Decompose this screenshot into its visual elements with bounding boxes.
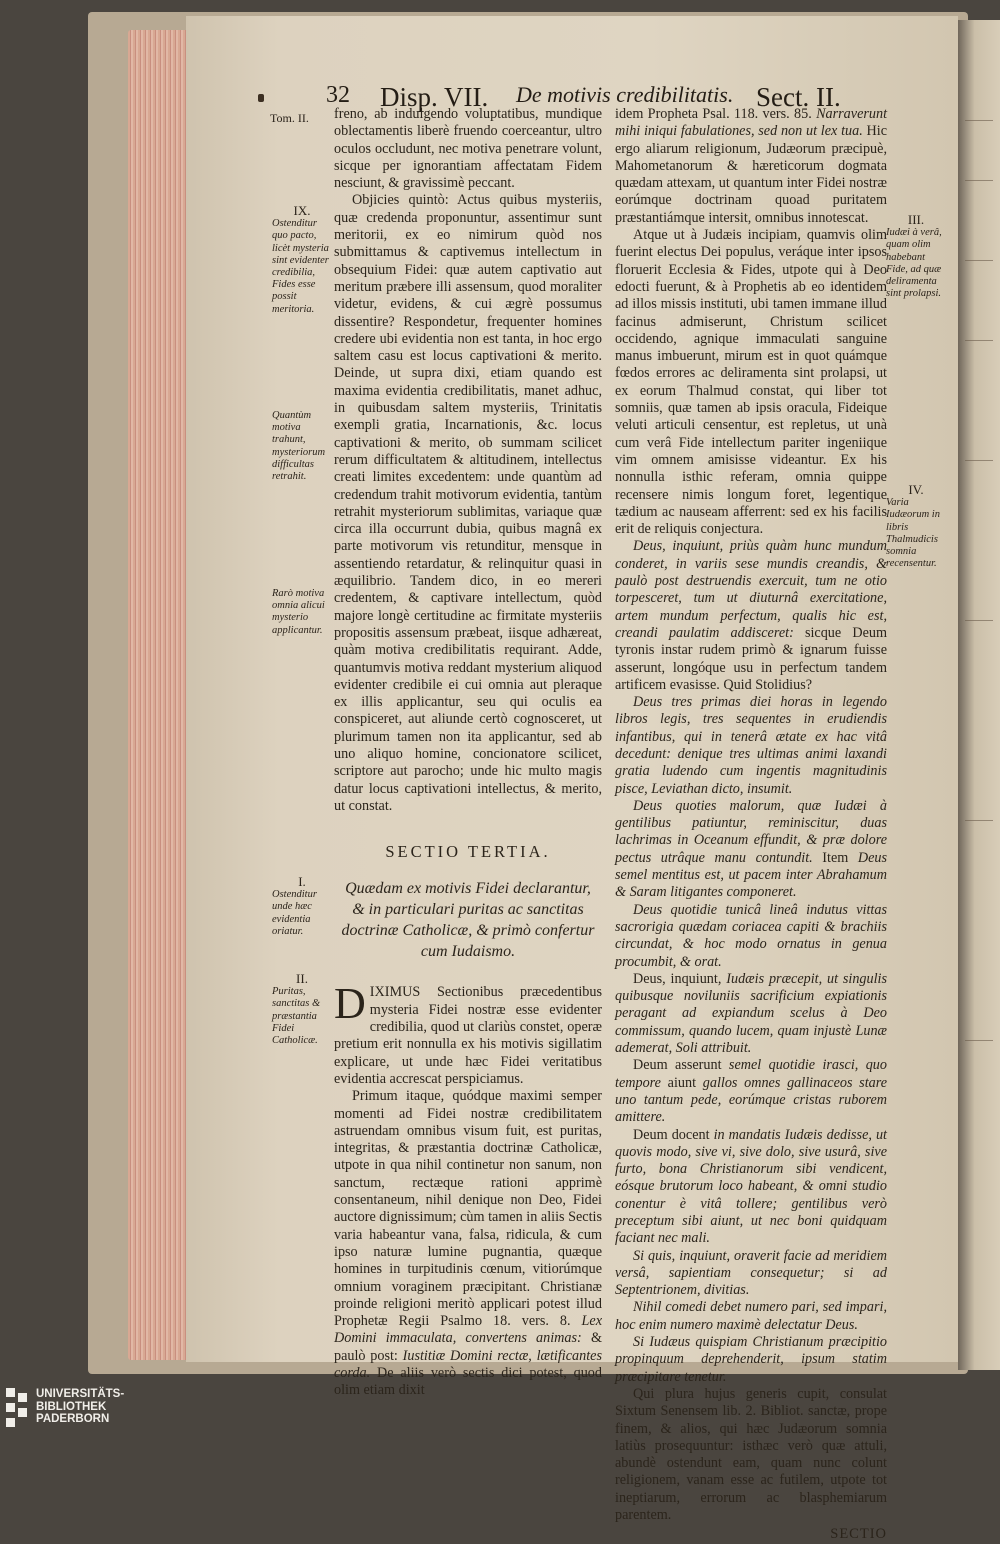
paragraph: Objicies quintò: Actus quibus mysteriis, quæ credenda proponuntur, assentimur sunt meritorii, ex eo nimirum quòd nos submittamus & captivemus intellectum in obsequium Fidei: quæ autem captivatio aut meritum præbere illi assensum, quod moraliter videtur, evidens, & cui ægrè possumus dissentire? Respondetur, frequenter homines credere ubi evidentia non est tanta, in hoc ergo saltem casu est locus captivationi & merito. Deinde, ut supra dixi, etiam quando est maxima evidentia credibilitatis, manet adhuc, in quibusdam saltem mysteriis, Trinitatis exempli gratia, Incarnationis, &c. locus captivationi & merito, ob summam scilicet rerum difficultatem & altitudinem, intellectus creati limites excedentem: unde quantùm ad credendum trahit motivorum evidentia, tantùm retrahit mysteriorum sublimitas, variaque quæ circa illa occurrunt dubia, quibus magnâ ex parte motivorum vis retunditur, mensque in assentiendo retardatur, & relinquitur quasi in æquilibrio. Tandem dico, in eo mereri credentem, & captivare intellectum, quòd majore longè certitudine ac firmitate mysteriis propositis assensum præbeat, iisque adhæreat, quàm motiva credibilitatis requirant. Adde, quantumvis motiva reddant mysterium aliquod evidenter credibile ei cui omnia aut pleraque ex illis applicantur, seu qui oculis ea conspiceret, aut aliunde certò cognosceret, ut plurimum tamen non ita applicantur, sed ab uno aliquo homine, concionatore scilicet, scriptore aut parocho; unde hic multo magis datur locus captivationi intellectus, & merito, ut constat. [334,192,602,814]
library-name: UNIVERSITÄTS- BIBLIOTHEK PADERBORN [36,1388,125,1425]
paragraph: Si quis, inquiunt, oraverit facie ad meridiem versâ, sapientiam consequetur; si ad Septentrionem, divitias. [615,1247,887,1299]
facing-page [958,20,1000,1370]
paragraph: Nihil comedi debet numero pari, sed impari, hoc enim numero maximè delectatur Deus. [615,1299,887,1333]
paragraph: Deum docent in mandatis Iudæis dedisse, ut quovis modo, sive vi, sive dolo, sive usurâ, sive furto, bona Christianorum sibi vendicent, eósque brutorum loco habeant, & omni studio conentur è vitâ tollere; gentilibus verò preceptum sibi aiunt, ut nec boni quidquam faciant nec mali. [615,1126,887,1247]
tome-label: Tom. II. [270,111,309,125]
margin-note-raro: Rarò motiva omnia alicui mysterio applicantur. [272,588,325,636]
paragraph: freno, ab indulgendo voluptatibus, mundique oblectamentis liberè fruendo coerceantur, ultro oculos occludunt, nec motiva penetrare volunt, sicque per ignorantiam affectatam Fidem nesciunt, & gravissimè peccant. [334,106,602,192]
drop-cap: D [334,979,366,1029]
margin-note-quantum: Quantùm motiva trahunt, mysteriorum difficultas retrahit. [272,410,326,483]
paragraph: Si Iudæus quispiam Christianum præcipitio propinquum deprehenderit, ipsum statim præcipitare tenetur. [615,1334,887,1385]
facing-text-line [965,1040,993,1041]
running-head-section: Sect. II. [756,82,841,112]
section-heading: SECTIO TERTIA. [385,842,551,862]
facing-text-line [965,820,993,821]
paragraph: Deus tres primas diei horas in legendo libros legis, tres sequentes in erudiendis infantibus, qui in tenerâ ætate ex hac vitâ decedunt: denique tres ultimas animi laxandi gratia ludendo cum ingentis magnitudinis pisce, Leviathan dicto, insumit. [615,694,887,797]
margin-note-ii: II. Puritas, sanctitas & præstantia Fidei Catholicæ. [272,971,321,1047]
library-logo-icon [6,1388,28,1428]
running-head-disputatio: Disp. VII. [380,82,489,112]
page-edges [128,30,188,1360]
running-head-title: De motivis credibilitatis. [516,82,734,107]
paragraph: Deus, inquiunt, priùs quàm hunc mundum conderet, in variis sese mundis creandis, & paulò post destruendis exercuit, tum ne otio torpesceret, tum ut diuturnâ exercitatione, artem mundum perfectum, qualis hic est, creandi paulatim addisceret: sicque Deum tyronis instar rudem primò & ignarum fuisse asserunt, longóque usu in perfectum tandem artificem evasisse. Quid Stolidius? [615,538,888,693]
margin-note-ix: IX. Ostenditur quo pacto, licèt mysteria sint evidenter credibilia, Fides esse possit meritoria. [272,203,329,315]
ink-mark [258,94,264,102]
facing-text-line [965,340,993,341]
facing-text-line [965,260,993,261]
margin-note-i: I. Ostenditur unde hæc evidentia oriatur. [272,874,317,937]
facing-text-line [965,180,993,181]
page-number: 32 [326,82,350,108]
facing-text-line [965,120,993,121]
paragraph: Atque ut à Judæis incipiam, quamvis olim fuerint electus Dei populus, veráque inter ipsos floruerit Ecclesia & Fides, utpote qui à Deo edocti fuerunt, & à Prophetis ab eo identidem ad illos missis instituti, ubi tamen immane illud facinus admiserunt, Christum scilicet occidendo, agnique immaculati sanguine manus imbuerunt, mirum est in quot quámque fœdos errores ac deliramenta sint prolapsi, ut ex eorum Thalmud constat, qui liber tot somniis, quæ tamen ab ipsis oracula, Fideique veluti articuli censentur, est repletus, ut unà cum verâ Fide intellectum pariter ingeniique vim omnem amisisse videantur. Ex his nonnulla isthic referam, omnia quippe recensere nimis longum foret, legentique tædium ac nauseam afferrent: sed ex his facilis erit de reliquis conjectura. [615,227,887,538]
margin-note-iv: IV. Varia Iudæorum in libris Thalmudicis somnia recensentur. [886,482,940,570]
right-column [615,106,887,1544]
paragraph: DIXIMUS Sectionibus præcedentibus mysteria Fidei nostræ esse evidenter credibilia, quod ut clariùs constet, operæ pretium erit nonnulla ex his motivis sigillatim explicare, ut unde hæc Fidei veritatibus evidentia accrescat perspiciamus. [334,979,602,1087]
facing-text-line [965,620,993,621]
facing-text-line [965,460,993,461]
paragraph: idem Propheta Psal. 118. vers. 85. Narraverunt mihi iniqui fabulationes, sed non ut lex tua. Hic ergo aliarum religionum, Judæorum præcipuè, Mahometanorum & hæreticorum dogmata quædam attexam, ut quantum inter Fidei nostræ eorúmque doctrinam quoad puritatem præstantiámque intersit, omnibus innotescat. [615,106,888,226]
paragraph: Deus quoties malorum, quæ Iudæi à gentilibus patiuntur, reminiscitur, duas lachrimas in Oceanum effundit, & præ dolore pectus utrâque manu contundit. Item Deus semel mentitus est, ut pacem inter Abrahamum & Saram litigantes componeret. [615,797,888,901]
paragraph: Deus quotidie tunicâ lineâ indutus vittas sacrorigia quædam coriacea capiti & brachiis circundat, & hoc modo ornatus in genua procumbit, & orat. [615,901,887,970]
section-subtitle: Quædam ex motivis Fidei declarantur, & in particulari puritas ac sanctitas doctrinæ Catholicæ, & primò confertur cum Iudaismo. [341,880,595,961]
paragraph: Primum itaque, quódque maximi semper momenti ad Fidei nostræ credibilitatem astruendam omnibus visum fuit, est puritas, integritas, & præstantia doctrinæ Catholicæ, utpote in qua nihil continetur non sanum, non sanctum, rectæque rationi apprimè consentaneum, nihil denique non Deo, Fidei auctore dignissimum; cùm tamen in aliis Sectis varia habeantur vana, falsa, ridicula, & cum ipso naturæ lumine pugnantia, quæque homines in turpitudinis cœnum, vitiorúmque omnium voraginem præcipitant. Christianæ proinde religioni meritò applicari potest illud Prophetæ Regii Psalmo 18. vers. 8. Lex Domini immaculata, convertens animas: & paulò post: Iustitiæ Domini rectæ, lætificantes corda. De aliis verò sectis dici potest, quod olim etiam dixit [334,1088,602,1399]
left-column [334,106,602,1400]
catchword: SECTIO [830,1526,887,1543]
paragraph: Deum asserunt semel quotidie irasci, quo tempore aiunt gallos omnes gallinaceos stare uno tantum pede, eorúmque cristas ruborem amittere. [615,1057,888,1126]
paragraph: Deus, inquiunt, Iudæis præcepit, ut singulis quibusque noviluniis sacrificium expiationis peragant ad expiandum scelus à Deo commissum, quando lucem, quam injustè Lunæ ademerat, Soli attribuit. [615,970,888,1057]
paragraph: Qui plura hujus generis cupit, consulat Sixtum Senensem lib. 2. Bibliot. sanctæ, prope finem, & alios, qui hæc Judæorum somnia latiùs prosequuntur: isthæc verò quæ attuli, abundè ostendunt eam, quam nunc colunt religionem, vanam esse ac futilem, utpote tot ineptiarum, errorum ac blasphemiarum parentem. [615,1385,887,1524]
margin-note-iii: III. Iudæi à verâ, quam olim habebant Fide, ad quæ deliramenta sint prolapsi. [886,212,942,300]
